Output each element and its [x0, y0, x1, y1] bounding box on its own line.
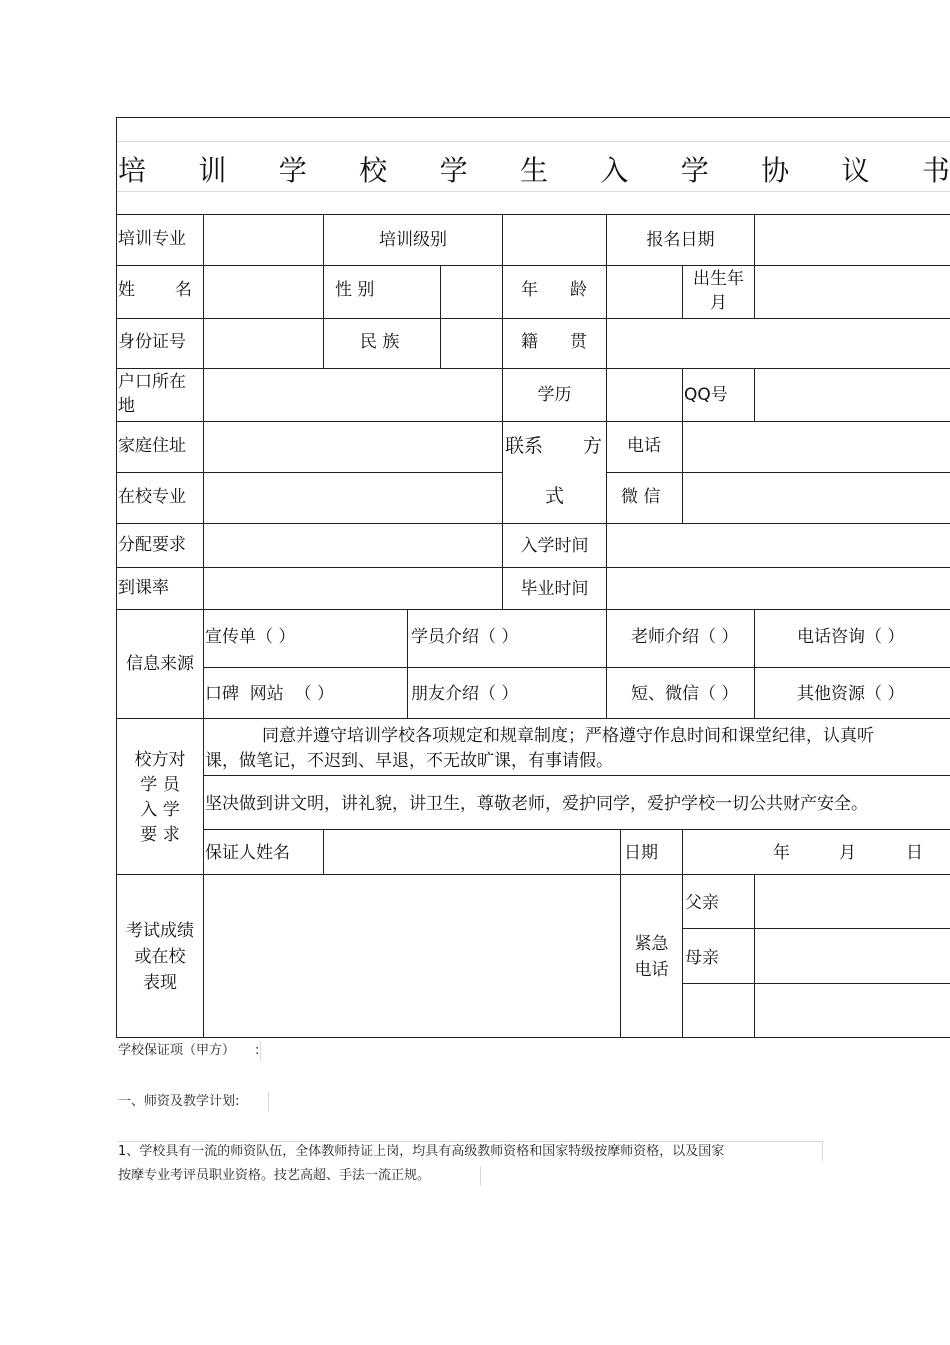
rule [407, 609, 408, 718]
title-char: 培 [118, 154, 147, 187]
text-guide [480, 1166, 481, 1186]
title-char: 校 [359, 154, 388, 187]
rule [203, 775, 950, 776]
label-school-major: 在校专业 [118, 487, 186, 507]
assignment-field[interactable] [204, 524, 502, 567]
id-number-field[interactable] [204, 319, 323, 368]
major-field[interactable] [204, 215, 323, 265]
date-month: 月 [839, 843, 856, 863]
phone-field[interactable] [683, 422, 950, 472]
label-exam-line2: 或在校 [134, 947, 186, 967]
birth-field[interactable] [755, 266, 950, 318]
label-contact-c: 式 [545, 485, 565, 507]
wechat-field[interactable] [683, 473, 950, 523]
label-father: 父亲 [685, 893, 719, 913]
label-name-a: 姓 [118, 280, 135, 300]
label-attendance: 到课率 [118, 578, 169, 598]
hukou-field[interactable] [204, 369, 502, 421]
father-phone-field[interactable] [755, 875, 950, 928]
label-info-source: 信息来源 [126, 654, 194, 674]
title-char: 协 [761, 154, 790, 187]
label-native-a: 籍 [521, 332, 538, 352]
item-1-line2: 按摩专业考评员职业资格。技艺高超、手法一流正规。 [118, 1168, 431, 1183]
source-phone[interactable]: 电话咨询（ ） [797, 627, 905, 647]
label-req-line4: 要 求 [140, 825, 180, 845]
title-char: 学 [680, 154, 709, 187]
name-field[interactable] [204, 266, 323, 318]
label-id-number: 身份证号 [118, 332, 186, 352]
label-guarantor: 保证人姓名 [205, 843, 290, 863]
label-birth-line1: 出生年 [693, 269, 744, 289]
label-home-address: 家庭住址 [118, 436, 186, 456]
label-contact-a: 联系 [505, 435, 544, 457]
age-field[interactable] [607, 266, 682, 318]
school-major-field[interactable] [204, 473, 502, 523]
label-grad-time: 毕业时间 [520, 578, 589, 599]
rule [116, 117, 117, 1038]
education-field[interactable] [607, 369, 682, 421]
school-guarantee-heading: 学校保证项（甲方） [118, 1043, 236, 1058]
text-guide [260, 1041, 261, 1061]
label-name-b: 名 [175, 280, 192, 300]
rule [116, 718, 950, 719]
attendance-field[interactable] [204, 568, 502, 609]
mother-phone-field[interactable] [755, 929, 950, 983]
source-other[interactable]: 其他资源（ ） [797, 684, 905, 704]
home-address-field[interactable] [204, 422, 502, 472]
requirement-text-1a: 同意并遵守培训学校各项规定和规章制度；严格遵守作息时间和课堂纪律，认真听 [262, 726, 874, 746]
label-mother: 母亲 [685, 948, 719, 968]
text-guide [822, 1141, 823, 1161]
title-guide-top [116, 141, 950, 142]
label-birth-line2: 月 [710, 293, 727, 313]
label-qq: QQ号 [684, 385, 728, 405]
label-education: 学历 [537, 385, 572, 405]
rule [116, 609, 950, 610]
source-sms[interactable]: 短、微信（ ） [631, 684, 739, 704]
section-1-heading: 一、师资及教学计划: [118, 1094, 240, 1109]
label-req-line1: 校方对 [134, 750, 186, 770]
label-native-b: 贯 [570, 332, 587, 352]
title-char: 学 [439, 154, 468, 187]
label-hukou-line2: 地 [118, 396, 135, 416]
label-wechat: 微 信 [621, 487, 661, 507]
title-char: 书 [921, 154, 950, 187]
requirement-text-1b: 课，做笔记，不迟到、早退，不无故旷课，有事请假。 [205, 751, 613, 771]
guarantee-colon: : [255, 1043, 260, 1058]
label-contact-b: 方 [583, 435, 603, 457]
label-major: 培训专业 [118, 229, 186, 249]
label-phone: 电话 [627, 436, 661, 456]
label-signup-date: 报名日期 [646, 230, 715, 250]
label-req-line3: 入 学 [140, 800, 180, 820]
source-flyer[interactable]: 宣传单（ ） [205, 627, 296, 647]
source-student[interactable]: 学员介绍（ ） [411, 627, 519, 647]
label-enroll-time: 入学时间 [520, 535, 589, 556]
document-title [118, 146, 950, 192]
other-phone-field[interactable] [755, 984, 950, 1037]
source-web[interactable]: 口碑 网站 （ ） [205, 684, 335, 704]
grad-time-field[interactable] [607, 568, 950, 609]
label-gender: 性 别 [335, 280, 375, 300]
label-age-b: 龄 [570, 280, 587, 300]
source-friend[interactable]: 朋友介绍（ ） [411, 684, 519, 704]
ethnicity-field[interactable] [441, 319, 502, 368]
source-teacher[interactable]: 老师介绍（ ） [631, 627, 739, 647]
rule [116, 1037, 950, 1038]
item-1-line1: 1、学校具有一流的师资队伍，全体教师持证上岗，均具有高级教师资格和国家特级按摩师资格，以及国家 [118, 1144, 725, 1159]
title-char: 议 [841, 154, 870, 187]
label-assignment: 分配要求 [118, 535, 186, 555]
date-day: 日 [906, 843, 923, 863]
text-guide [118, 1141, 822, 1142]
text-guide [268, 1092, 269, 1112]
date-year: 年 [773, 843, 790, 863]
signup-date-field[interactable] [755, 215, 950, 265]
rule [203, 667, 950, 668]
title-char: 入 [600, 154, 629, 187]
requirement-text-2: 坚决做到讲文明，讲礼貌，讲卫生，尊敬老师，爱护同学，爱护学校一切公共财产安全。 [205, 794, 868, 814]
native-field[interactable] [607, 319, 950, 368]
label-req-line2: 学 员 [140, 775, 180, 795]
level-field[interactable] [503, 215, 606, 265]
gender-field[interactable] [441, 266, 502, 318]
title-char: 生 [519, 154, 548, 187]
rule [754, 609, 755, 718]
rule [682, 829, 683, 1038]
guarantor-field[interactable] [324, 830, 620, 874]
label-exam-line1: 考试成绩 [126, 921, 194, 941]
enroll-time-field[interactable] [607, 524, 950, 567]
label-ethnicity: 民 族 [360, 332, 400, 352]
label-age-a: 年 [521, 280, 538, 300]
label-exam-line3: 表现 [143, 973, 177, 993]
title-char: 训 [198, 154, 227, 187]
label-hukou-line1: 户口所在 [118, 372, 186, 392]
rule [116, 117, 950, 118]
label-emergency-line2: 电话 [634, 960, 669, 980]
label-level: 培训级别 [379, 230, 447, 250]
label-date: 日期 [624, 843, 658, 863]
title-char: 学 [278, 154, 307, 187]
exam-field[interactable] [204, 875, 620, 1037]
qq-field[interactable] [755, 369, 950, 421]
label-emergency-line1: 紧急 [634, 934, 669, 954]
